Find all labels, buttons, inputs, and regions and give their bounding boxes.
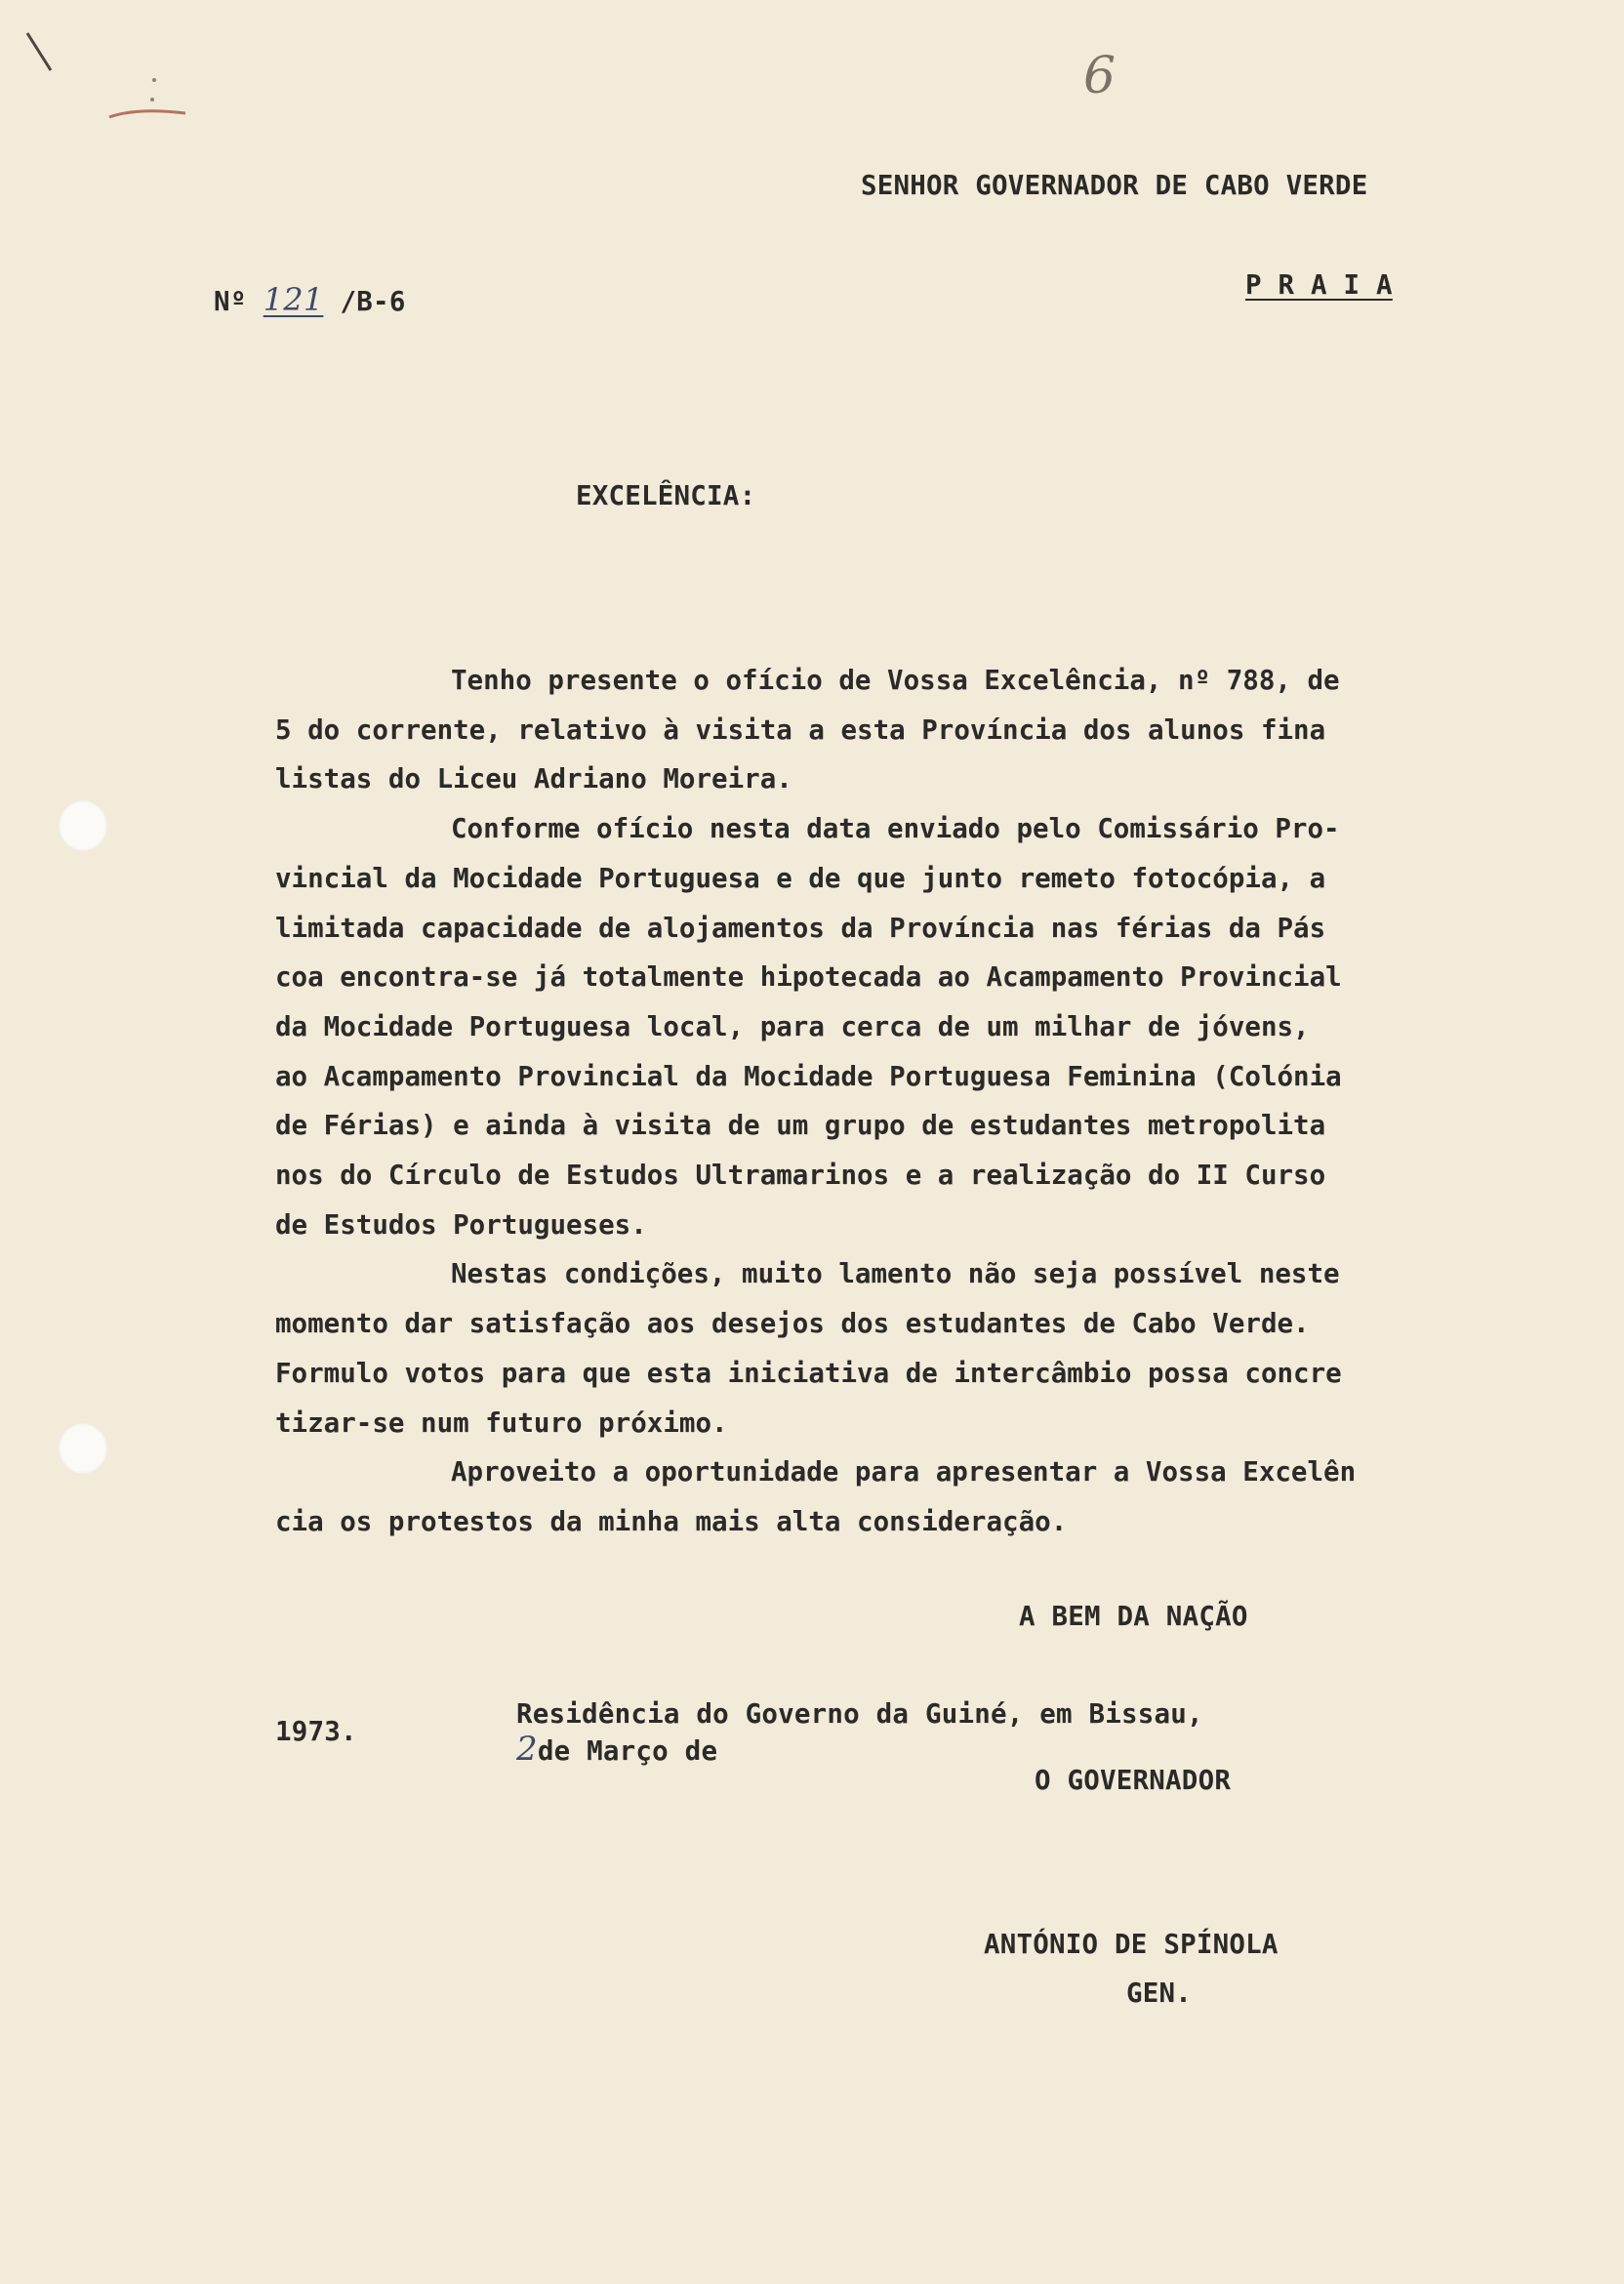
paragraph-2 xyxy=(275,804,1446,1249)
paragraph-4 xyxy=(275,1448,1446,1546)
reference-number xyxy=(148,250,406,349)
punch-hole-top xyxy=(59,800,107,851)
handwritten-day: 2 xyxy=(516,1730,538,1769)
body-line: de Estudos Portugueses. xyxy=(275,1208,647,1241)
letter-body xyxy=(275,656,1446,1547)
reference-handwritten-number: 121 xyxy=(263,281,324,318)
reference-suffix: /B-6 xyxy=(340,286,406,317)
signatory-title: O GOVERNADOR xyxy=(1035,1765,1232,1796)
body-line: coa encontra-se já totalmente hipotecada ao Acampamento Provincial xyxy=(275,961,1342,994)
body-line: ao Acampamento Provincial da Mocidade Portuguesa Feminina (Colónia xyxy=(275,1060,1342,1092)
punch-hole-bottom xyxy=(59,1423,107,1474)
body-line: cia os protestos da minha mais alta consideração. xyxy=(275,1505,1068,1537)
place-text: Residência do Governo da Guiné, em Bissau, xyxy=(516,1698,1203,1730)
signatory-rank: GEN. xyxy=(1126,1978,1193,2009)
date-year: 1973. xyxy=(275,1716,357,1747)
body-line: Formulo votos para que esta iniciativa de intercâmbio possa concre xyxy=(275,1357,1342,1389)
body-line: listas do Liceu Adriano Moreira. xyxy=(275,763,792,795)
body-line: Nestas condições, muito lamento não seja possível neste xyxy=(451,1258,1340,1290)
date-text: de Março de xyxy=(537,1735,718,1767)
body-line: nos do Círculo de Estudos Ultramarinos e a realização do II Curso xyxy=(275,1160,1326,1192)
handwritten-page-number: 6 xyxy=(1083,47,1116,105)
paragraph-1 xyxy=(275,656,1446,804)
paragraph-3 xyxy=(275,1249,1446,1448)
body-line: Tenho presente o ofício de Vossa Excelência, nº 788, de xyxy=(451,665,1340,696)
reference-prefix: Nº xyxy=(214,286,247,317)
corner-pen-marks xyxy=(20,29,195,137)
body-line: Aproveito a oportunidade para apresentar a Vossa Excelên xyxy=(451,1456,1357,1489)
signatory-name: ANTÓNIO DE SPÍNOLA xyxy=(984,1929,1279,1960)
addressee: SENHOR GOVERNADOR DE CABO VERDE xyxy=(861,170,1368,201)
body-line: tizar-se num futuro próximo. xyxy=(275,1407,728,1439)
body-line: Conforme ofício nesta data enviado pelo Comissário Pro- xyxy=(451,813,1340,845)
body-line: da Mocidade Portuguesa local, para cerca de um milhar de jóvens, xyxy=(275,1010,1310,1042)
body-line: 5 do corrente, relativo à visita a esta Província dos alunos fina xyxy=(275,714,1326,746)
body-line: limitada capacidade de alojamentos da Província nas férias da Pás xyxy=(275,912,1326,944)
salutation: EXCELÊNCIA: xyxy=(576,480,756,511)
closing-motto: A BEM DA NAÇÃO xyxy=(1019,1601,1248,1632)
body-line: vincial da Mocidade Portuguesa e de que junto remeto fotocópia, a xyxy=(275,862,1326,894)
body-line: de Férias) e ainda à visita de um grupo de estudantes metropolita xyxy=(275,1110,1326,1142)
body-line: momento dar satisfação aos desejos dos estudantes de Cabo Verde. xyxy=(275,1308,1310,1340)
destination: P R A I A xyxy=(1245,269,1393,301)
